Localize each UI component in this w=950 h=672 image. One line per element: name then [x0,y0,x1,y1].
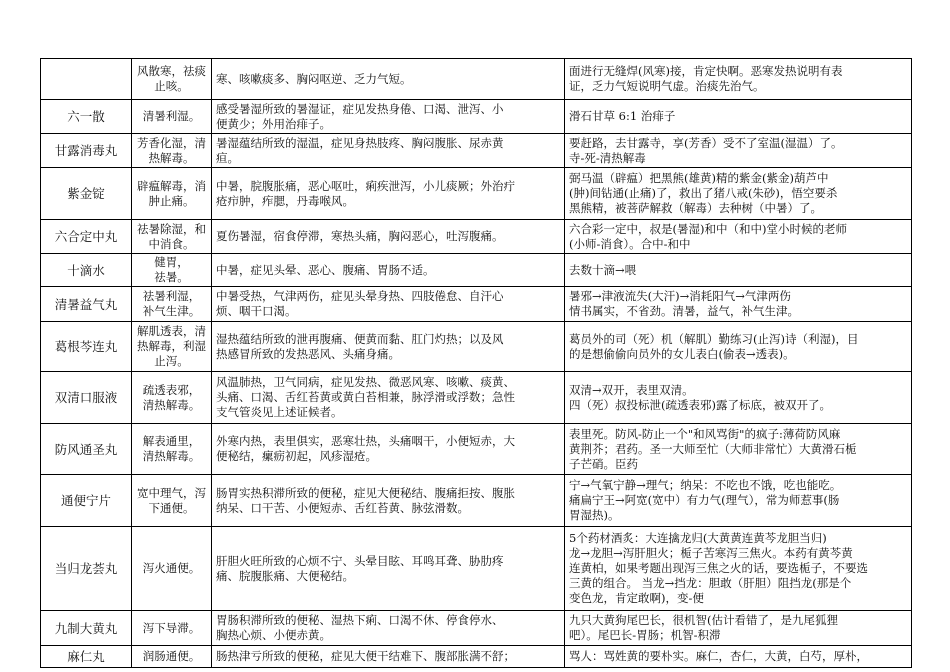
indication-cell [212,475,565,527]
mnemonic-cell-line: 骂人：骂姓黄的要朴实。麻仁，杏仁，大黄，白芍，厚朴， [569,649,868,663]
function-cell-line: 止泻。 [154,354,189,368]
table-row [41,59,912,100]
indication-cell [212,100,565,134]
indication-cell-line: 烦、咽干口渴。 [216,304,297,318]
indication-cell-line: 疮疖肿，痄腮，丹毒喉风。 [216,193,354,208]
indication-cell-line: 中暑受热，气津两伤，症见头晕身热、四肢倦怠、自汗心 [216,289,504,303]
function-cell [132,611,212,646]
function-cell [132,287,212,322]
formula-name-cell: 防风通圣丸 [41,424,132,475]
table-row [41,287,912,322]
indication-cell [212,220,565,254]
function-cell-line: 健胃， [154,255,189,269]
indication-cell-line: 便黄少；外用治痱子。 [216,116,331,131]
formula-name-cell: 葛根芩连丸 [41,322,132,372]
mnemonic-cell-line: 情书属实，不省劲。清暑，益气，补气生津。 [569,304,799,318]
mnemonic-cell-line: 弼马温（辟瘟）把黑熊(雄黄)精的紫金(紫金)葫芦中 [569,171,829,185]
function-cell [132,527,212,611]
function-cell-line: 宽中理气，泻 [137,485,206,500]
mnemonic-cell-line: 面进行无缝焊(风寒)接，肯定快啊。恶寒发热说明有表 [569,64,843,78]
mnemonic-cell-line: 的是想偷偷向员外的女儿表白(偷表→透表)。 [569,346,795,361]
table-row [41,322,912,372]
table-row [41,220,912,254]
mnemonic-cell-line: 去数十滴→喂 [569,262,637,277]
indication-cell [212,59,565,100]
table-row [41,134,912,168]
mnemonic-cell-line: 龙→龙胆→泻肝胆火；栀子苦寒泻三焦火。本药有黄芩黄 [569,546,853,560]
mnemonic-cell [565,646,912,668]
function-cell-line: 下通便。 [148,500,195,515]
indication-cell [212,168,565,220]
mnemonic-cell [565,424,912,475]
mnemonic-cell-line: 子芒硝。臣药 [569,456,638,471]
function-cell-line: 疏透表邪， [142,382,201,397]
mnemonic-cell-line: 证，乏力气短说明气虚。治痰先治气。 [569,79,765,93]
mnemonic-cell-line: 痛扁宁王→阿宽(宽中）有力气(理气），常为师惹事(肠 [569,493,840,507]
function-cell-line: 解表通里， [142,434,201,448]
formula-name-cell: 十滴水 [41,254,132,287]
mnemonic-cell [565,100,912,134]
formula-name-cell: 清暑益气丸 [41,287,132,322]
mnemonic-cell [565,168,912,220]
indication-cell [212,527,565,611]
mnemonic-cell [565,254,912,287]
function-cell [132,424,212,475]
mnemonic-cell-line: 宁→气氧宁静→理气；纳呆：不吃也不饿，吃也能吃。 [569,478,842,492]
indication-cell [212,254,565,287]
function-cell-line: 泻火通便。 [142,561,201,575]
indication-cell-line: 热感冒所致的发热恶风、头痛身痛。 [216,346,400,361]
mnemonic-cell-line: 要赶路，去甘露寺，享(芳香）受不了室温(湿温）了。 [569,135,843,150]
formula-name-cell: 通便宁片 [41,475,132,527]
mnemonic-cell-line: 六合彩一定中，叔是(暑湿)和中（和中)堂小时候的老师 [569,221,847,236]
mnemonic-cell-line: 黑熊精，被菩萨解救（解毒）去种树（中暑）了。 [569,201,822,215]
formula-name-cell: 六一散 [41,100,132,134]
function-cell-line: 辟瘟解毒，消 [137,178,206,193]
herbal-formula-table [40,58,912,668]
mnemonic-cell [565,372,912,424]
function-cell-line: 肿止痛。 [148,193,195,208]
indication-cell-line: 肠胃实热积滞所致的便秘，症见大便秘结、腹痛拒按、腹胀 [216,485,515,500]
table-row [41,424,912,475]
indication-cell-line: 便秘结，瘰疬初起，风疹湿疮。 [216,449,377,463]
function-cell-line: 中消食。 [148,236,195,251]
function-cell-line: 补气生津。 [142,304,201,318]
function-cell [132,59,212,100]
table-row [41,100,912,134]
table-row [41,254,912,287]
indication-cell-line: 肠热津亏所致的便秘，症见大便干结难下、腹部胀满不舒； [216,649,515,663]
function-cell [132,372,212,424]
mnemonic-cell-line: (肿)间钻通(止痛)了，救出了猪八戒(朱砂)，悟空要杀 [569,186,838,200]
mnemonic-cell-line: 黄荆芥；君药。圣一大师至忙（大师非常忙）大黄滑石栀 [569,441,857,456]
mnemonic-cell-line: 暑邪→津液流失(大汗)→消耗阳气→气津两伤 [569,289,791,303]
indication-cell-line: 湿热蕴结所致的泄再腹痛、便黄而黏、肛门灼热；以及风 [216,331,504,346]
indication-cell-line: 寒、咳嗽痰多、胸闷呕逆、乏力气短。 [216,71,412,86]
formula-name-cell: 九制大黄丸 [41,611,132,646]
mnemonic-cell [565,134,912,168]
indication-cell-line: 中暑，症见头晕、恶心、腹痛、胃肠不适。 [216,262,435,277]
function-cell [132,254,212,287]
formula-name-cell: 甘露消毒丸 [41,134,132,168]
indication-cell [212,646,565,668]
mnemonic-cell-line: 5个药材酒炙：大连擒龙归(大黄黄连黄芩龙胆当归) [569,531,827,545]
indication-cell [212,424,565,475]
mnemonic-cell-line: 吧）。尾巴长-胃肠；机智-积滞 [569,628,721,642]
indication-cell-line: 暑湿蕴结所致的湿温，症见身热肢疼、胸闷腹胀、尿赤黄 [216,135,504,150]
indication-cell [212,287,565,322]
table-row [41,646,912,668]
mnemonic-cell-line: 四（死）叔投标泄(疏透表邪)露了标底，被双开了。 [569,397,831,412]
indication-cell-line: 肝胆火旺所致的心烦不宁、头晕目眩、耳鸣耳聋、胁肋疼 [216,553,504,568]
table-row [41,168,912,220]
mnemonic-cell-line: 胃湿热)。 [569,508,620,522]
function-cell-line: 祛暑利湿， [142,289,201,303]
function-cell-line: 风散寒，祛痰 [137,64,206,78]
indication-cell [212,322,565,372]
function-cell [132,134,212,168]
indication-cell-line: 头痛、口渴、舌红苔黄或黄白苔相兼，脉浮滑或浮数；急性 [216,390,515,404]
table-row [41,527,912,611]
mnemonic-cell-line: 连黄柏，如果考题出现泻三焦之火的话，要选栀子，不要选 [569,561,868,575]
mnemonic-cell-line: (小师-消食）。合中-和中 [569,236,691,251]
function-cell-line: 芳香化湿，清 [137,135,206,150]
mnemonic-cell-line: 九只大黄狗尾巴长，很机智(估计看错了，是九尾狐狸 [569,613,838,627]
table-row [41,611,912,646]
function-cell [132,322,212,372]
indication-cell-line: 疸。 [216,150,239,165]
function-cell [132,220,212,254]
table-row [41,372,912,424]
function-cell [132,646,212,668]
mnemonic-cell [565,287,912,322]
function-cell-line: 热解毒，利湿 [137,339,206,353]
mnemonic-cell [565,475,912,527]
indication-cell [212,372,565,424]
function-cell-line: 祛暑除湿，和 [137,221,206,236]
formula-name-cell: 麻仁丸 [41,646,132,668]
indication-cell-line: 痛、脘腹胀痛、大便秘结。 [216,568,354,583]
mnemonic-cell [565,220,912,254]
function-cell-line: 泻下导滞。 [142,620,201,635]
mnemonic-cell [565,611,912,646]
indication-cell-line: 胃肠积滞所致的便秘、湿热下痢、口渴不休、停食停水、 [216,613,504,627]
mnemonic-cell [565,527,912,611]
function-cell-line: 润肠通便。 [142,649,201,663]
table-row [41,475,912,527]
indication-cell [212,611,565,646]
indication-cell-line: 纳呆、口干苦、小便短赤、舌红苔黄、脉弦滑数。 [216,500,469,515]
indication-cell [212,134,565,168]
formula-name-cell: 双清口服液 [41,372,132,424]
function-cell-line: 热解毒。 [148,150,195,165]
indication-cell-line: 外寒内热，表里俱实，恶寒壮热，头痛咽干，小便短赤，大 [216,434,515,448]
function-cell-line: 止咳。 [154,79,189,93]
function-cell-line: 清暑利湿。 [142,109,201,123]
mnemonic-cell-line: 三黄的组合。 当龙→挡龙：胆敢（肝胆）阻挡龙(那是个 [569,576,852,590]
mnemonic-cell [565,322,912,372]
mnemonic-cell-line: 葛员外的司（死）机（解肌）勤练习(止泻)诗（利湿)，目 [569,331,859,346]
mnemonic-cell-line: 变色龙，肯定敢啊)，变-便 [569,591,704,605]
indication-cell-line: 感受暑湿所致的暑湿证，症见发热身倦、口渴、泄泻、小 [216,101,504,116]
formula-name-cell: 紫金锭 [41,168,132,220]
function-cell [132,475,212,527]
mnemonic-cell-line: 表里死。防风-防止一个"和风骂街"的疯子:薄荷防风麻 [569,426,841,441]
mnemonic-cell [565,59,912,100]
mnemonic-cell-line: 双清→双开，表里双清。 [569,382,694,397]
function-cell-line: 清热解毒。 [142,397,201,412]
indication-cell-line: 支气管炎见上述证候者。 [216,405,343,419]
formula-name-cell [41,59,132,100]
function-cell [132,100,212,134]
mnemonic-cell-line: 寺-死-清热解毒 [569,150,646,165]
table-body [41,59,912,668]
function-cell [132,168,212,220]
function-cell-line: 清热解毒。 [142,449,201,463]
function-cell-line: 祛暑。 [154,270,189,284]
indication-cell-line: 风温肺热，卫气同病，症见发热、微恶风寒、咳嗽、痰黄、 [216,375,515,389]
formula-name-cell: 六合定中丸 [41,220,132,254]
indication-cell-line: 胸热心烦、小便赤黄。 [216,628,331,642]
formula-name-cell: 当归龙荟丸 [41,527,132,611]
mnemonic-cell-line: 滑石甘草 6:1 治痱子 [569,109,676,123]
indication-cell-line: 夏伤暑湿，宿食停滞，寒热头痛，胸闷恶心，吐泻腹痛。 [216,229,504,243]
indication-cell-line: 中暑，脘腹胀痛，恶心呕吐，痢疾泄泻，小儿痰厥；外治疔 [216,178,515,193]
function-cell-line: 解肌透表，清 [137,324,206,338]
